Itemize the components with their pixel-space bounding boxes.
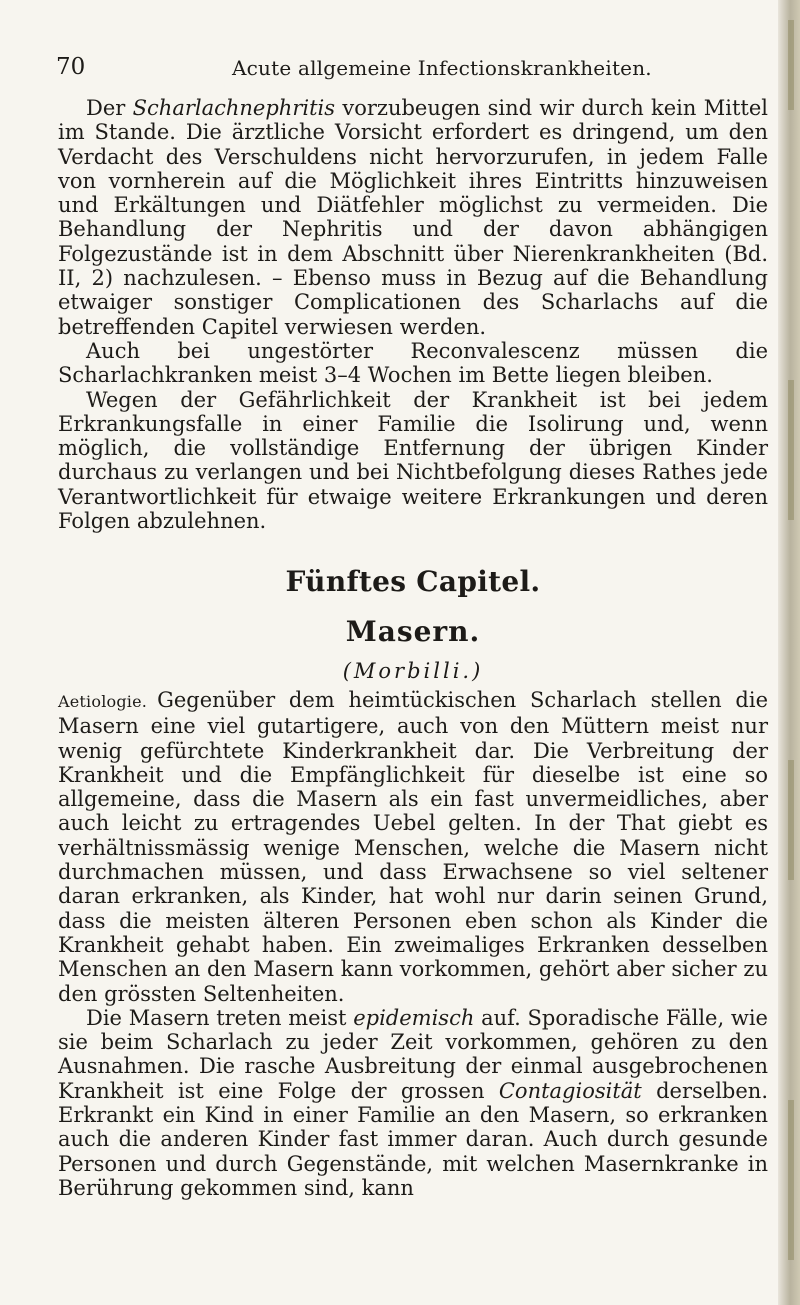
paragraph-text: auf. Sporadische Fälle, wie sie beim Scharlach zu jeder Zeit vorkommen, gehören zu den Ausnahmen. Die rasche Ausbreitung der einmal ausgebrochenen Krankheit ist eine Folge der grossen bbox=[58, 1005, 768, 1103]
chapter-title: Fünftes Capitel. bbox=[285, 565, 541, 598]
paragraph-text: derselben. Erkrankt ein Kind in einer Familie an den Masern, so erkranken auch die anderen Kinder fast immer daran. Auch durch gesunde Personen und durch Gegenstände, mit welchen Masernkranke in Berührung gekommen sind, kann bbox=[58, 1078, 768, 1200]
edge-shadow bbox=[788, 20, 794, 110]
paragraph: Wegen der Gefährlichkeit der Krankheit ist bei jedem Erkrankungsfalle in einer Familie die Isolirung und, wenn möglich, die vollständige Entfernung der übrigen Kinder durchaus zu verlangen und bei Nichtbefolgung dieses Rathes jede Verantwortlichkeit für etwaige weitere Erkrankungen und deren Folgen abzulehnen. bbox=[58, 387, 768, 534]
paragraph-lead: Der bbox=[86, 96, 126, 120]
term-contagiositaet: Contagiosität bbox=[498, 1078, 642, 1103]
paragraph bbox=[58, 1006, 768, 1200]
running-head: Acute allgemeine Infectionskrankheiten. bbox=[232, 56, 652, 80]
term-epidemisch: epidemisch bbox=[353, 1005, 475, 1030]
paragraph bbox=[58, 688, 768, 1006]
paragraph bbox=[58, 96, 768, 339]
paragraph: Auch bei ungestörter Reconvalescenz müssen die Scharlachkranken meist 3–4 Wochen im Bette liegen bleiben. bbox=[58, 338, 768, 388]
section-masern bbox=[58, 688, 768, 1200]
paragraph-text: Die Masern treten meist bbox=[86, 1005, 347, 1030]
edge-shadow bbox=[788, 1100, 794, 1260]
edge-shadow bbox=[788, 380, 794, 520]
term-scharlachnephritis: Scharlachnephritis bbox=[132, 96, 336, 120]
margin-label-aetiologie: Aetiologie. bbox=[58, 692, 148, 711]
page-edge bbox=[778, 0, 800, 1305]
paragraph-text: Gegenüber dem heimtückischen Scharlach stellen die Masern eine viel gutartigere, auch von den Müttern meist nur wenig gefürchtete Kinderkrankheit dar. Die Verbreitung der Krankheit und die Empfänglichkeit für dieselbe ist eine so allgemeine, dass die Masern als ein fast unvermeidliches, aber auch leicht zu ertragendes Uebel gelten. In der That giebt es verhältnissmässig wenige Menschen, welche die Masern nicht durchmachen müssen, und dass Erwachsene so viel seltener daran erkranken, als Kinder, hat wohl nur darin seinen Grund, dass die meisten älteren Personen eben schon als Kinder die Krankheit gehabt haben. Ein zweimaliges Erkranken desselben Menschen an den Masern kann vorkommen, gehört aber sicher zu den grössten Seltenheiten. bbox=[58, 688, 768, 1006]
chapter-subject: Masern. bbox=[345, 615, 481, 648]
paragraph-text: vorzubeugen sind wir durch kein Mittel im Stande. Die ärztliche Vorsicht erfordert es dringend, um den Verdacht des Verschuldens nicht hervorzurufen, in jedem Falle von vornherein auf die Möglichkeit ihres Eintritts hinzuweisen und Erkältungen und Diätfehler möglichst zu vermeiden. Die Behandlung der Nephritis und der davon abhängigen Folgezustände ist in dem Abschnitt über Nierenkrankheiten (Bd. II, 2) nachzulesen. – Ebenso muss in Bezug auf die Behandlung etwaiger sonstiger Complicationen des Scharlachs auf die betreffenden Capitel verwiesen werden. bbox=[58, 96, 768, 339]
latin-name: (Morbilli.) bbox=[342, 659, 484, 683]
page-number: 70 bbox=[56, 54, 86, 80]
page-header bbox=[56, 54, 776, 90]
section-scharlach-end bbox=[58, 96, 768, 533]
edge-shadow bbox=[788, 760, 794, 880]
